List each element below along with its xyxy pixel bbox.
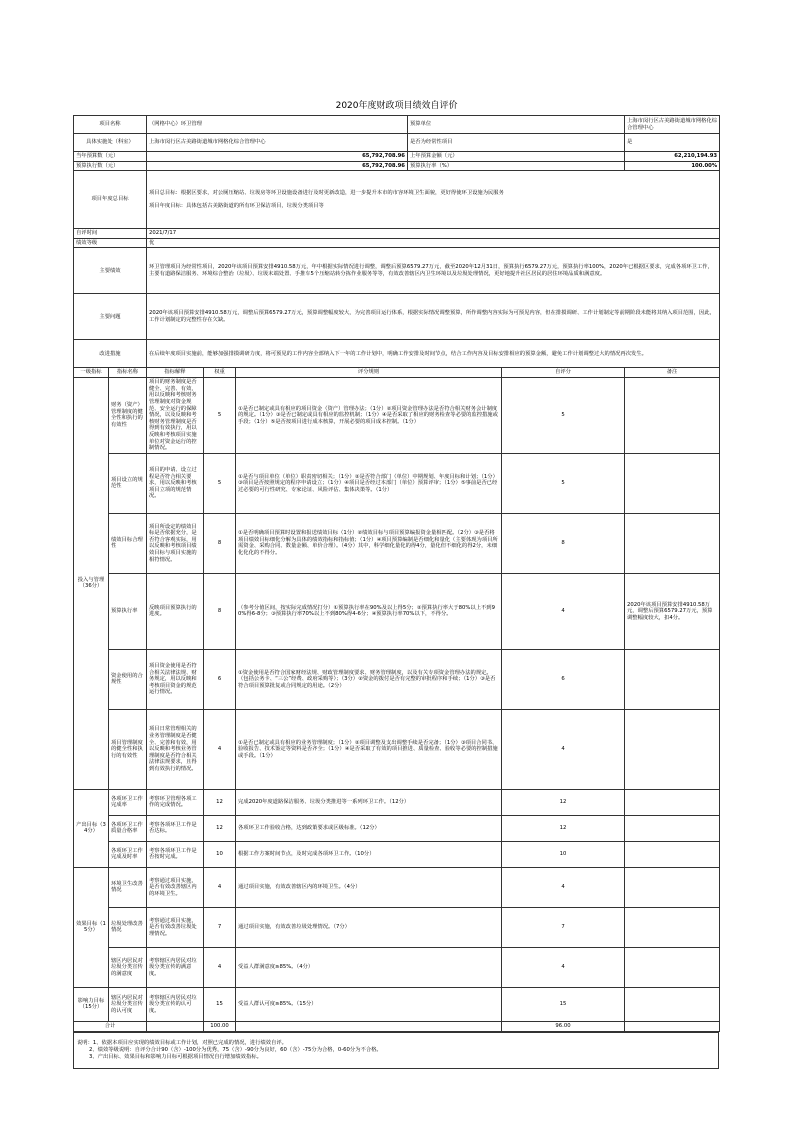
table-row — [74, 947, 720, 987]
indicator-weight: 6 — [204, 649, 236, 709]
goal-line-overall: 项目总目标：根据区要求，对公厕压缩站、垃圾房等环卫设施设备进行及时更新改造，进一步提升本市的市容环境卫生面貌，更好得使环卫设施为民服务 — [149, 190, 504, 197]
indicator-desc: 考察辖区内居民对垃圾分类宣传的认可度。 — [147, 987, 204, 1021]
indicator-score: 15 — [502, 987, 625, 1021]
indicator-rule: ①资金使用是否符合国家财经法规、财政管理制度要求、财务管理制度，以及有关专项资金管理办法的规定。（包括公务卡、“三公”经费、政府采购等）；（3分）②资金的拨付是否有完整的审批程序和手续；（1分）③是否符合项目预算批复或合同规定的用途。（2分） — [236, 649, 502, 709]
total-weight: 100.00 — [204, 1021, 236, 1031]
indicator-rule: 通过项目实施，有效改善辖区内的环境卫生。（4分） — [236, 867, 502, 907]
note-line: 3、产出目标、效果目标和影响力目标可根据项目情况自行增加绩效指标。 — [89, 1053, 262, 1060]
group-name: 效果目标（15分） — [74, 867, 109, 987]
notes-cell — [74, 1032, 719, 1068]
indicator-score: 4 — [502, 573, 625, 649]
indicator-desc: 考察辖区内居民对垃圾分类宣传的满意度。 — [147, 947, 204, 987]
col-header-l1: 一级指标 — [74, 368, 109, 378]
total-note-spacer — [625, 1021, 720, 1031]
dept-label: 具体实施处（科室） — [74, 134, 147, 152]
dept-value: 上海市闵行区古美路街道城市网格化综合管理中心 — [147, 134, 408, 152]
grade-value: 优 — [147, 238, 720, 248]
table-row — [74, 513, 720, 573]
note-line: 2、绩效等级说明：自评分合计90（含）-100分为优秀，75（含）-90分为良好，60（含）-75分为合格，0-60分为不合格。 — [89, 1046, 382, 1053]
indicator-rule: ①是否已制定或具有相应的项目资金（资产）管理办法；（1分）②项目资金管理办法是否符合相关财务会计制度的规定。（1分）③是否已制定或具有相应的监控机制；（1分）④是否采取了相应的财务检查等必要的监控措施或手段；（1分）⑤是否按项目进行成本核算，开展必要的项目成本控制。（1分） — [236, 377, 502, 453]
performance-text: 环卫管理项目为经常性项目，2020年该项目预算安排4910.58万元，年中根据实际情况进行调整，调整后预算6579.27万元，截至2020年12月31日，预算执行6579.27万元，预算执行率100%，2020年已根据区要求，完成各项环卫工作，主要有道路保洁服务、环境综合整治（垃圾）、垃圾末端处置、手推车5个压缩站转分拣作业服务等等，有效改善辖区内卫生环境以及垃圾处理情况，更好地提升社区居民的居住环境品质和满意度。 — [147, 248, 720, 294]
prev-budget-label: 上年预算金额（元） — [408, 152, 625, 162]
total-row — [74, 1021, 720, 1031]
indicator-score: 4 — [502, 867, 625, 907]
indicator-name: 垃圾处理改善情况 — [109, 907, 147, 947]
indicator-score: 12 — [502, 789, 625, 815]
exec-rate-value: 100.00% — [625, 161, 720, 171]
indicator-note — [625, 987, 720, 1021]
indicator-note: 2020年该项目预算安排4910.58万元，调整后预算6579.27万元，预算调整幅度较大，扣4分。 — [625, 573, 720, 649]
indicator-desc: 项目资金使用是否符合相关法律法规、财务规定，用以反映和考核项目资金的规范运行情况。 — [147, 649, 204, 709]
indicator-name: 环境卫生改善情况 — [109, 867, 147, 907]
evaluation-sheet — [73, 97, 719, 1069]
indicator-desc: 项目日常管理相关的业务管理制度是否健全、完善和有效，用以反映和考核业务管理制度是否符合相关法律法规要求，且得到有效执行的情况。 — [147, 709, 204, 789]
table-row — [74, 377, 720, 453]
table-row — [74, 987, 720, 1021]
group-name: 产出目标（34分） — [74, 789, 109, 867]
indicator-score: 4 — [502, 947, 625, 987]
indicator-desc: 考察通过项目实施，是否有效改善辖区内的环境卫生。 — [147, 867, 204, 907]
indicator-note — [625, 377, 720, 453]
indicator-score: 7 — [502, 907, 625, 947]
measures-text: 在后续年度项目实施前，能够加强排摸调研力度，将可预见的工作内容全部纳入下一年的工作计划中，明确工作安排及时间节点，结合工作内容及目标安排相应的预算金额，避免工作计划调整过大的情况再次发生。 — [147, 340, 720, 368]
indicator-score: 12 — [502, 815, 625, 841]
indicator-note — [625, 947, 720, 987]
table-row — [74, 841, 720, 867]
indicator-weight: 10 — [204, 841, 236, 867]
indicator-name: 预算执行率 — [109, 573, 147, 649]
indicator-note — [625, 815, 720, 841]
total-spacer — [147, 1021, 204, 1031]
recurring-value: 是 — [625, 134, 720, 152]
grade-label: 绩效等级 — [74, 238, 147, 248]
col-header-rule: 评分规则 — [236, 368, 502, 378]
exec-label: 预算执行数（元） — [74, 161, 147, 171]
measures-label: 改进措施 — [74, 340, 147, 368]
group-name: 影响力目标（15分） — [74, 987, 109, 1021]
recurring-label: 是否为经常性项目 — [408, 134, 625, 152]
indicator-name: 各项环卫工作质量合格率 — [109, 815, 147, 841]
indicator-weight: 8 — [204, 573, 236, 649]
prev-budget-value: 62,210,194.93 — [625, 152, 720, 162]
indicator-score: 5 — [502, 377, 625, 453]
indicator-note — [625, 789, 720, 815]
indicator-weight: 15 — [204, 987, 236, 1021]
indicator-score: 5 — [502, 453, 625, 513]
notes-table — [73, 1032, 719, 1069]
problems-label: 主要问题 — [74, 294, 147, 340]
indicator-note — [625, 907, 720, 947]
year-budget-value: 65,792,708.96 — [147, 152, 408, 162]
project-name-value: （网格中心）环卫管理 — [147, 116, 408, 134]
goal-text — [147, 171, 720, 229]
indicator-rule: 受益人群认可度≥85%。（15分） — [236, 987, 502, 1021]
total-label: 合计 — [74, 1021, 147, 1031]
goal-label: 项目年度总目标 — [74, 171, 147, 229]
indicator-weight: 8 — [204, 513, 236, 573]
indicator-rule: ①是否明确项目预算时设置和报送绩效目标（1分）②绩效目标与项目预算编报资金量相匹配。（2分）③是否将项目绩效目标细化分解为具体的绩效指标和指标值；（1分）④项目预算编制是否细化和量化（主要体现为项目所需资金、采购合同、数量金额、单价合理）。（4分）其中，科学细化量化的得4分，量化但不细化的得2分，未细化化化的不得分。 — [236, 513, 502, 573]
indicator-note — [625, 453, 720, 513]
exec-value: 65,792,708.96 — [147, 161, 408, 171]
indicator-weight: 4 — [204, 947, 236, 987]
indicator-rule: 各项环卫工作验收合格，达到政策要求或区级标准。（12分） — [236, 815, 502, 841]
indicator-name: 项目设立的规范性 — [109, 453, 147, 513]
indicator-name: 资金使用的合规性 — [109, 649, 147, 709]
indicator-weight: 4 — [204, 709, 236, 789]
eval-time-value: 2021/7/17 — [147, 229, 720, 239]
indicator-note — [625, 867, 720, 907]
indicator-desc: 考察环卫管理各项工作的完成情况。 — [147, 789, 204, 815]
indicator-rule: （参考分值区间，按实际完成情况打分）①预算执行率在90%及以上得5分；②预算执行率大于80%以上不到90%得6-8分；③预算执行率70%以上不到80%得4-6分；④预算执行率70%以下，不得分。 — [236, 573, 502, 649]
indicator-note — [625, 649, 720, 709]
indicator-desc: 考察各项环卫工作是否按时完成。 — [147, 841, 204, 867]
indicator-name: 辖区内居民对垃圾分类宣传的认可度 — [109, 987, 147, 1021]
table-row — [74, 709, 720, 789]
indicator-note — [625, 709, 720, 789]
year-budget-label: 当年预算数（元） — [74, 152, 147, 162]
indicator-rule: 根据工作方案时间节点，及时完成各项环卫工作。（10分） — [236, 841, 502, 867]
budget-unit-label: 预算单位 — [408, 116, 625, 134]
indicator-name: 各项环卫工作完成率 — [109, 789, 147, 815]
note-line: 说明：1、依据本项目应实现的绩效目标或工作计划，对照已完成的情况，进行绩效自评。 — [77, 1039, 287, 1046]
indicator-score: 10 — [502, 841, 625, 867]
table-row — [74, 649, 720, 709]
indicator-rule: 完成2020年度道路保洁服务、垃圾分类推进等一系列环卫工作。（12分） — [236, 789, 502, 815]
performance-label: 主要绩效 — [74, 248, 147, 294]
col-header-score: 自评分 — [502, 368, 625, 378]
indicator-weight: 5 — [204, 377, 236, 453]
indicator-name: 财务（资产）管理制度的健全性和执行的有效性 — [109, 377, 147, 453]
table-row — [74, 789, 720, 815]
page-title: 2020年度财政项目绩效自评价 — [74, 97, 720, 116]
col-header-desc: 指标解释 — [147, 368, 204, 378]
indicator-name: 各项环卫工作完成及时率 — [109, 841, 147, 867]
indicator-desc: 考察各项环卫工作是否达标。 — [147, 815, 204, 841]
indicator-name: 辖区内居民对垃圾分类宣传的满意度 — [109, 947, 147, 987]
group-name: 投入与管理（36分） — [74, 377, 109, 789]
exec-rate-label: 预算执行率（%） — [408, 161, 625, 171]
table-row — [74, 453, 720, 513]
indicator-score: 4 — [502, 709, 625, 789]
evaluation-table — [73, 97, 720, 1032]
indicator-weight: 5 — [204, 453, 236, 513]
indicator-note — [625, 513, 720, 573]
indicator-rule: ①是否已制定或具有相应的业务管理制度；（1分）②项目调整及支出调整手续是否完备；（1分）③项目合同书、验收报告、技术鉴定等资料是否齐全；（1分）④是否采取了有效的项目推进、质量检查、验收等必要的控制措施或手段。（1分） — [236, 709, 502, 789]
goal-line-annual: 项目年度目标：具体包括古美路街道的所有环卫保洁项目，垃圾分类项目等 — [149, 202, 324, 209]
indicator-desc: 项目所设定的绩效目标是否依据充分，是否符合客观实际，用以反映和考核项目绩效目标与项目实施的相符情况。 — [147, 513, 204, 573]
col-header-weight: 权重 — [204, 368, 236, 378]
indicator-weight: 12 — [204, 815, 236, 841]
col-header-note: 备注 — [625, 368, 720, 378]
indicator-desc: 反映项目预算执行的进度。 — [147, 573, 204, 649]
indicator-rule: 通过项目实施，有效改善垃圾处理情况。（7分） — [236, 907, 502, 947]
table-row — [74, 907, 720, 947]
eval-time-label: 自评时间 — [74, 229, 147, 239]
indicator-rule: ①是否与项目单位（单位）职责密切相关；（1分）②是否符合部门（单位）中期规划、年度目标和计划；（1分）③项目是否按照规定的程序申请设立；（1分）④项目是否经过本部门（单位）预算评审；（1分）⑤事前是否已经过必要的可行性研究、专家论证、风险评估、集体决策等。（1分） — [236, 453, 502, 513]
total-score: 96.00 — [502, 1021, 625, 1031]
table-row — [74, 867, 720, 907]
indicator-desc: 项目的申请、设立过程是否符合相关要求，用以反映和考核项目立项的规范情况。 — [147, 453, 204, 513]
indicator-score: 6 — [502, 649, 625, 709]
project-name-label: 项目名称 — [74, 116, 147, 134]
indicator-note — [625, 841, 720, 867]
indicator-weight: 4 — [204, 867, 236, 907]
indicator-weight: 7 — [204, 907, 236, 947]
table-row — [74, 815, 720, 841]
col-header-l2: 指标名称 — [109, 368, 147, 378]
budget-unit-value: 上海市闵行区古美路街道城市网格化综合管理中心 — [625, 116, 720, 134]
indicator-score: 8 — [502, 513, 625, 573]
indicator-desc: 考察通过项目实施，是否有效改善垃圾处理情况。 — [147, 907, 204, 947]
indicator-name: 项目管理制度的健全性和执行的有效性 — [109, 709, 147, 789]
problems-text: 2020年该项目预算安排4910.58万元，调整后预算6579.27万元，预算调整幅度较大，为完善项目运行体系，根据实际情况调整预算，所作调整内容实际为可预见内容，但在排摸调研、工作计划制定等前期阶段未能将其纳入项目范围，因此，工作计划制定的完整性存在欠缺。 — [147, 294, 720, 340]
indicator-rule: 受益人群满意度≥85%。（4分） — [236, 947, 502, 987]
indicator-desc: 项目的财务制度是否健全、完善、有效，用以反映和考核财务管理制度对资金规范、安全运行的保障情况，以及反映和考核财务管理制度是否得到有效执行，用以反映和考核项目实施单位对资金运行的控制情况。 — [147, 377, 204, 453]
indicator-name: 绩效目标合理性 — [109, 513, 147, 573]
table-row — [74, 573, 720, 649]
total-rule-spacer — [236, 1021, 502, 1031]
indicator-weight: 12 — [204, 789, 236, 815]
